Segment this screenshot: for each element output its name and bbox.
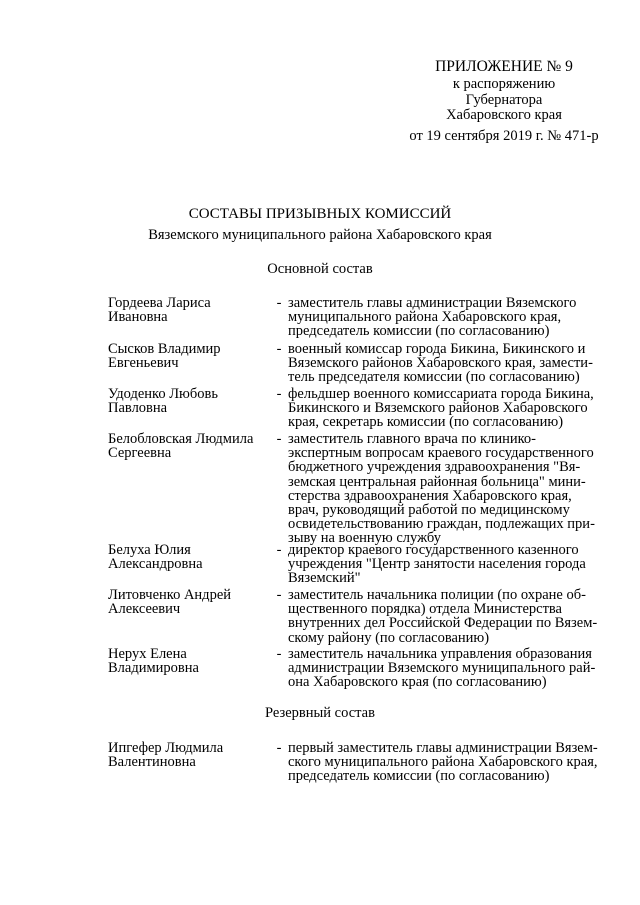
appendix-title: ПРИЛОЖЕНИЕ № 9 xyxy=(435,58,573,75)
appendix-line-region: Хабаровского края xyxy=(446,107,562,123)
member-surname-first: Ипгефер Людмила xyxy=(108,740,224,756)
document-subtitle: Вяземского муниципального района Хабаровского края xyxy=(148,227,492,243)
member-name xyxy=(108,741,273,769)
member-name xyxy=(108,387,273,415)
member-surname-first: Литовченко Андрей xyxy=(108,587,232,603)
member-patronymic: Евгеньевич xyxy=(108,355,179,372)
member-patronymic: Ивановна xyxy=(108,309,168,326)
member-surname-first: Удоденко Любовь xyxy=(108,386,218,402)
member-role: военный комиссар города Бикина, Бикинского и Вяземского районов Хабаровского края, замести- тель председателя комиссии (по согласованию) xyxy=(288,341,593,386)
member-role: заместитель начальника управления образования администрации Вяземского муниципального рай- она Хабаровского края (по согласованию) xyxy=(288,646,596,691)
member-role: фельдшер военного комиссариата города Бикина, Бикинского и Вяземского районов Хабаровского края, секретарь комиссии (по согласованию) xyxy=(288,386,594,431)
member-name xyxy=(108,588,273,616)
member-patronymic: Сергеевна xyxy=(108,445,172,462)
member-role: первый заместитель главы администрации Вязем- ского муниципального района Хабаровского края, председатель комиссии (по согласованию) xyxy=(288,740,598,785)
member-dash: - xyxy=(276,431,282,447)
member-dash: - xyxy=(276,295,282,311)
member-patronymic: Павловна xyxy=(108,400,168,417)
member-dash: - xyxy=(276,646,282,662)
member-dash: - xyxy=(276,542,282,558)
member-surname-first: Нерух Елена xyxy=(108,646,187,662)
member-role: заместитель начальника полиции (по охране об- щественного порядка) отдела Министерства внутренних дел Российской Федерации по Вязем- скому району (по согласованию) xyxy=(288,587,598,646)
appendix-line-order: к распоряжению xyxy=(452,76,556,92)
appendix-line-governor: Губернатора xyxy=(465,91,543,108)
member-name xyxy=(108,543,273,571)
member-patronymic: Владимировна xyxy=(108,660,199,677)
member-dash: - xyxy=(276,740,282,756)
appendix-date: от 19 сентября 2019 г. № 471-р xyxy=(409,127,599,144)
member-name xyxy=(108,296,273,324)
member-surname-first: Белуха Юлия xyxy=(108,542,191,558)
member-dash: - xyxy=(276,587,282,603)
member-surname-first: Гордеева Лариса xyxy=(108,295,211,311)
member-surname-first: Сысков Владимир xyxy=(108,341,221,357)
member-name xyxy=(108,342,273,370)
document-title: СОСТАВЫ ПРИЗЫВНЫХ КОМИССИЙ xyxy=(188,206,452,222)
member-surname-first: Белобловская Людмила xyxy=(108,431,254,447)
member-role: заместитель главного врача по клинико- экспертным вопросам краевого государственного бюджетного учреждения здравоохранения "Вя- земская центральная районная больница" мини- стерства здравоохранения Хабаровского края, врач, руководящий работой по медицинскому освидетельствованию граждан, подлежащих при- зыву на военную службу xyxy=(288,431,595,547)
member-role: директор краевого государственного казенного учреждения "Центр занятости населения города Вяземский" xyxy=(288,542,586,587)
member-dash: - xyxy=(276,386,282,402)
reserve-composition-heading: Резервный состав xyxy=(265,705,375,721)
member-patronymic: Валентиновна xyxy=(108,754,196,771)
member-dash: - xyxy=(276,341,282,357)
member-name xyxy=(108,432,273,460)
member-patronymic: Алексеевич xyxy=(108,601,181,618)
main-composition-heading: Основной состав xyxy=(267,261,373,277)
member-name xyxy=(108,647,273,675)
appendix-block xyxy=(390,58,618,144)
member-patronymic: Александровна xyxy=(108,556,203,573)
member-role: заместитель главы администрации Вяземского муниципального района Хабаровского края, председатель комиссии (по согласованию) xyxy=(288,295,577,340)
